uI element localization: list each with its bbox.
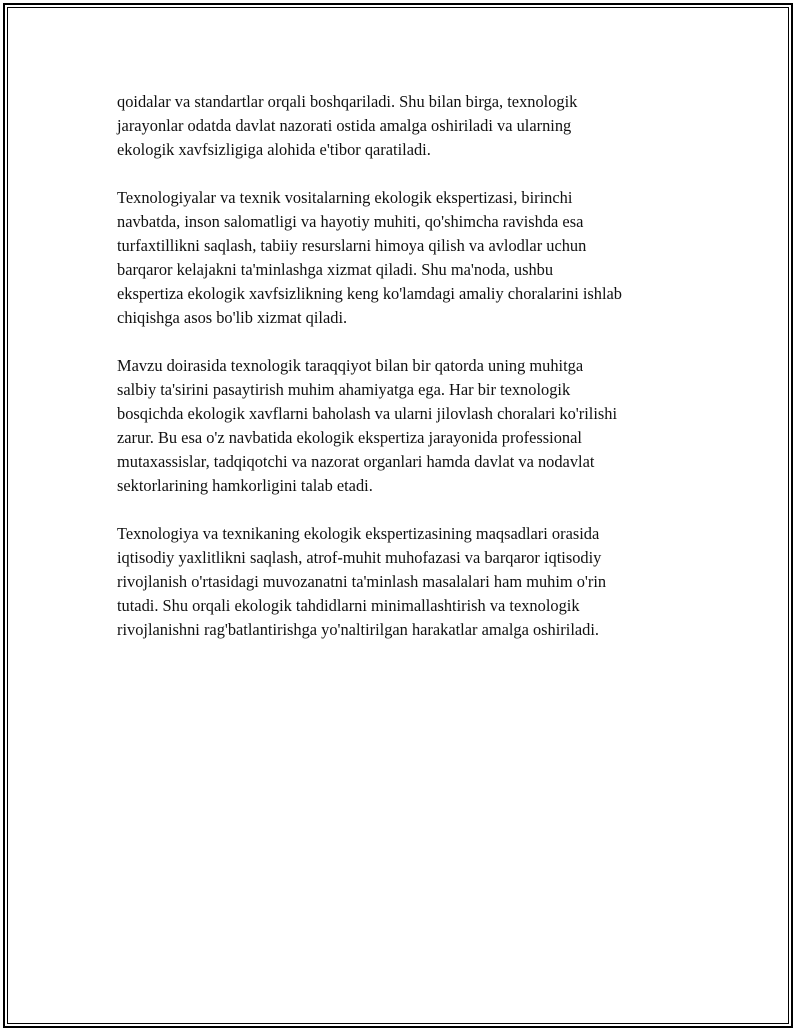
text-line: Texnologiyalar va texnik vositalarning ekologik ekspertizasi, birinchi xyxy=(117,188,573,207)
text-line: bosqichda ekologik xavflarni baholash va ularni jilovlash choralari ko'rilishi xyxy=(117,404,618,423)
text-line: chiqishga asos bo'lib xizmat qiladi. xyxy=(117,308,348,327)
text-line: qoidalar va standartlar orqali boshqariladi. Shu bilan birga, texnologik xyxy=(117,92,578,111)
text-line: zarur. Bu esa o'z navbatida ekologik ekspertiza jarayonida professional xyxy=(117,428,582,447)
text-line: turfaxtillikni saqlash, tabiiy resurslarni himoya qilish va avlodlar uchun xyxy=(117,236,587,255)
text-line: rivojlanishni rag'batlantirishga yo'naltirilgan harakatlar amalga oshiriladi. xyxy=(117,620,599,639)
text-line: sektorlarining hamkorligini talab etadi. xyxy=(117,476,373,495)
document-body xyxy=(117,90,707,666)
paragraph-4 xyxy=(117,522,707,642)
paragraph-2 xyxy=(117,186,707,330)
text-line: mutaxassislar, tadqiqotchi va nazorat organlari hamda davlat va nodavlat xyxy=(117,452,595,471)
text-line: Mavzu doirasida texnologik taraqqiyot bilan bir qatorda uning muhitga xyxy=(117,356,584,375)
text-line: tutadi. Shu orqali ekologik tahdidlarni minimallashtirish va texnologik xyxy=(117,596,580,615)
paragraph-3 xyxy=(117,354,707,498)
text-line: jarayonlar odatda davlat nazorati ostida amalga oshiriladi va ularning xyxy=(117,116,572,135)
text-line: barqaror kelajakni ta'minlashga xizmat qiladi. Shu ma'noda, ushbu xyxy=(117,260,554,279)
paragraph-1 xyxy=(117,90,707,162)
text-line: ekologik xavfsizligiga alohida e'tibor qaratiladi. xyxy=(117,140,431,159)
text-line: Texnologiya va texnikaning ekologik ekspertizasining maqsadlari orasida xyxy=(117,524,600,543)
text-line: navbatda, inson salomatligi va hayotiy muhiti, qo'shimcha ravishda esa xyxy=(117,212,584,231)
text-line: ekspertiza ekologik xavfsizlikning keng ko'lamdagi amaliy choralarini ishlab xyxy=(117,284,622,303)
text-line: salbiy ta'sirini pasaytirish muhim ahamiyatga ega. Har bir texnologik xyxy=(117,380,571,399)
text-line: iqtisodiy yaxlitlikni saqlash, atrof-muhit muhofazasi va barqaror iqtisodiy xyxy=(117,548,602,567)
text-line: rivojlanish o'rtasidagi muvozanatni ta'minlash masalalari ham muhim o'rin xyxy=(117,572,607,591)
